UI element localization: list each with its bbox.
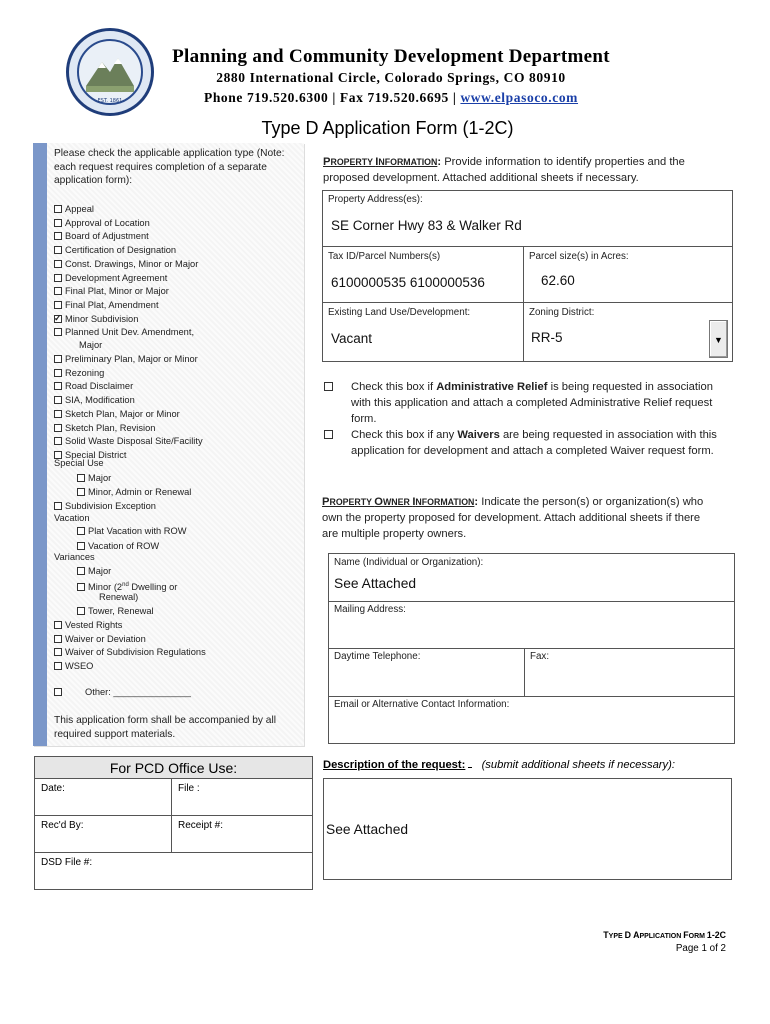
property-address-field[interactable]: SE Corner Hwy 83 & Walker Rd <box>331 218 522 233</box>
owner-name-label: Name (Individual or Organization): <box>334 557 484 568</box>
checkbox-item-label: SIA, Modification <box>65 395 135 406</box>
checkbox-icon[interactable] <box>54 287 62 295</box>
zoning-dropdown-button[interactable] <box>709 320 728 358</box>
checkbox-item-label: Final Plat, Amendment <box>65 299 159 310</box>
checkbox-item[interactable] <box>54 353 198 365</box>
checkbox-item-label: Road Disclaimer <box>65 381 134 392</box>
checkbox-vacation-row[interactable]: Vacation of ROW <box>77 540 159 552</box>
checkbox-item-label: Planned Unit Dev. Amendment, <box>65 327 195 338</box>
checkbox-item[interactable] <box>54 394 135 406</box>
checkbox-icon[interactable] <box>54 662 62 670</box>
checkbox-item-label: Rezoning <box>65 367 105 378</box>
zoning-select-value[interactable]: RR-5 <box>531 330 563 345</box>
checkbox-item-label: Special District <box>65 449 127 460</box>
description-value: See Attached <box>326 822 409 837</box>
tax-id-field[interactable]: 6100000535 6100000536 <box>331 275 485 290</box>
checkbox-variances-major[interactable]: Major <box>77 565 111 577</box>
checkbox-item[interactable] <box>54 258 198 270</box>
land-use-label: Existing Land Use/Development: <box>328 307 471 318</box>
office-recd-by-field[interactable]: Rec'd By: <box>35 816 171 853</box>
checkbox-special-use-major[interactable]: Major <box>77 472 111 484</box>
parcel-size-field[interactable]: 62.60 <box>541 273 575 288</box>
footer-page-number: Page 1 of 2 <box>675 943 726 954</box>
checkbox-icon[interactable] <box>54 219 62 227</box>
fax-label: Fax: <box>530 651 550 662</box>
checkbox-item[interactable] <box>54 367 104 379</box>
checkbox-special-use-minor[interactable]: Minor, Admin or Renewal <box>77 486 191 498</box>
phone-fax-text: Phone 719.520.6300 | Fax 719.520.6695 | <box>203 90 457 105</box>
parcel-size-label: Parcel size(s) in Acres: <box>529 251 629 262</box>
checkbox-icon[interactable] <box>54 410 62 418</box>
office-file-field[interactable]: File : <box>172 779 312 816</box>
svg-text:EST. 1861: EST. 1861 <box>97 98 123 104</box>
department-contact <box>0 90 770 106</box>
checkbox-icon[interactable] <box>54 621 62 629</box>
checkbox-icon[interactable] <box>54 648 62 656</box>
checkbox-item[interactable] <box>54 272 167 284</box>
description-heading: Description of the request: <box>323 759 466 771</box>
land-use-field[interactable]: Vacant <box>331 331 373 346</box>
form-title: Type D Application Form (1-2C) <box>261 118 514 138</box>
checkbox-item-label: Sketch Plan, Revision <box>65 422 156 433</box>
checkbox-item[interactable] <box>54 299 159 311</box>
description-field[interactable] <box>323 778 732 880</box>
office-date-field[interactable]: Date: <box>35 779 171 816</box>
footer-form-id: TYPE D APPLICATION FORM 1-2C <box>603 930 726 940</box>
checkbox-subdivision-exception[interactable]: Subdivision Exception <box>54 500 156 512</box>
checkbox-item-label: Board of Adjustment <box>65 231 149 242</box>
checkbox-other[interactable] <box>54 686 191 698</box>
checkbox-item[interactable] <box>54 326 194 338</box>
checked-checkbox-icon[interactable] <box>54 315 62 323</box>
checkbox-variances-tower[interactable]: Tower, Renewal <box>77 605 154 617</box>
panel-outro: This application form shall be accompanied by all required support materials. <box>54 715 276 740</box>
checkbox-item[interactable] <box>54 619 122 631</box>
checkbox-item-label: WSEO <box>65 661 94 671</box>
property-info-heading: PROPERTY INFORMATION <box>323 156 438 168</box>
owner-info-intro: PROPERTY OWNER INFORMATION: Indicate the person(s) or organization(s) who own the property proposed for development. Attach additional sheets if there are multiple property owners. <box>322 496 704 540</box>
department-address: 2880 International Circle, Colorado Springs, CO 80910 <box>216 70 566 85</box>
checkbox-item-label: Preliminary Plan, Major or Minor <box>65 354 198 364</box>
checkbox-item[interactable] <box>54 646 206 658</box>
property-address-label: Property Address(es): <box>328 194 423 205</box>
checkbox-icon[interactable] <box>54 369 62 377</box>
other-field: Other: _______________ <box>85 687 191 697</box>
zoning-label: Zoning District: <box>529 307 595 318</box>
checkbox-icon[interactable] <box>54 205 62 213</box>
mailing-address-label: Mailing Address: <box>334 604 406 615</box>
checkbox-item-label: Waiver or Deviation <box>65 634 146 644</box>
checkbox-icon[interactable] <box>54 355 62 363</box>
panel-intro: Please check the applicable application type (Note: each request requires completion of a separate application form): <box>54 148 285 187</box>
checkbox-icon[interactable] <box>54 301 62 309</box>
admin-relief-text: Check this box if Administrative Relief is being requested in association with this application and attach a completed Administrative Relief request form. <box>351 381 713 425</box>
checkbox-icon[interactable] <box>54 382 62 390</box>
checkbox-item-label: Solid Waste Disposal Site/Facility <box>65 436 203 447</box>
checkbox-plat-vacation[interactable]: Plat Vacation with ROW <box>77 525 187 537</box>
description-note: (submit additional sheets if necessary): <box>481 759 675 771</box>
checkbox-item-label: Approval of Location <box>65 217 150 228</box>
checkbox-icon[interactable] <box>54 424 62 432</box>
checkbox-item-label: Appeal <box>65 204 94 214</box>
checkbox-item[interactable] <box>54 633 146 645</box>
waivers-checkbox[interactable] <box>324 430 333 439</box>
caret-down-icon: ▼ <box>714 335 723 345</box>
website-link[interactable]: www.elpasoco.com <box>460 90 579 105</box>
checkbox-item[interactable] <box>54 422 155 434</box>
checkbox-icon[interactable] <box>54 328 62 336</box>
office-use-title: For PCD Office Use: <box>35 757 312 779</box>
pud-major-label: Major <box>79 340 103 351</box>
checkbox-icon[interactable] <box>54 437 62 445</box>
checkbox-item[interactable] <box>54 244 176 256</box>
checkbox-icon[interactable] <box>54 232 62 240</box>
checkbox-item[interactable] <box>54 313 138 325</box>
checkbox-item[interactable] <box>54 660 93 672</box>
checkbox-item[interactable] <box>54 217 150 229</box>
office-use-box <box>34 756 313 890</box>
office-receipt-field[interactable]: Receipt #: <box>172 816 312 853</box>
variances-heading: Variances <box>54 552 95 562</box>
email-contact-label: Email or Alternative Contact Information: <box>334 699 510 710</box>
checkbox-item-label: Final Plat, Minor or Major <box>65 286 169 297</box>
checkbox-item[interactable] <box>54 203 94 215</box>
checkbox-variances-minor[interactable]: Minor (2nd Dwelling or <box>77 579 177 593</box>
checkbox-item[interactable] <box>54 230 149 242</box>
checkbox-item-label: Vested Rights <box>65 620 123 630</box>
property-info-intro: PROPERTY INFORMATION: Provide information to identify properties and the proposed development. Attached additional sheets if necessary. <box>323 156 685 184</box>
checkbox-item[interactable] <box>54 408 180 420</box>
checkbox-icon[interactable] <box>54 396 62 404</box>
checkbox-item[interactable] <box>54 380 133 392</box>
checkbox-item-label: Certification of Designation <box>65 245 177 256</box>
variances-minor-cont: Renewal) <box>99 592 139 602</box>
checkbox-item-label: Sketch Plan, Major or Minor <box>65 408 180 419</box>
checkbox-icon[interactable] <box>54 635 62 643</box>
description-heading-row <box>323 759 675 771</box>
vacation-heading: Vacation <box>54 513 90 523</box>
daytime-phone-label: Daytime Telephone: <box>334 651 421 662</box>
checkbox-icon[interactable] <box>54 274 62 282</box>
checkbox-icon[interactable] <box>54 246 62 254</box>
application-type-panel <box>33 143 304 746</box>
waivers-text: Check this box if any Waivers are being requested in association with this application for development and attach a completed Waiver request form. <box>351 429 717 457</box>
checkbox-icon[interactable] <box>54 260 62 268</box>
checkbox-item-label: Development Agreement <box>65 272 168 283</box>
checkbox-item[interactable] <box>54 285 169 297</box>
owner-name-field[interactable]: See Attached <box>334 576 417 591</box>
checkbox-item-label: Waiver of Subdivision Regulations <box>65 647 206 657</box>
office-dsd-file-field[interactable]: DSD File #: <box>41 857 93 868</box>
tax-id-label: Tax ID/Parcel Numbers(s) <box>328 251 441 262</box>
owner-info-heading: PROPERTY OWNER INFORMATION <box>322 496 475 508</box>
checkbox-item-label: Const. Drawings, Minor or Major <box>65 258 199 269</box>
checkbox-item[interactable] <box>54 435 203 447</box>
checkbox-item-label: Minor Subdivision <box>65 313 139 324</box>
department-name: Planning and Community Development Department <box>172 46 610 67</box>
admin-relief-checkbox[interactable] <box>324 382 333 391</box>
special-use-heading: Special Use <box>54 458 104 468</box>
